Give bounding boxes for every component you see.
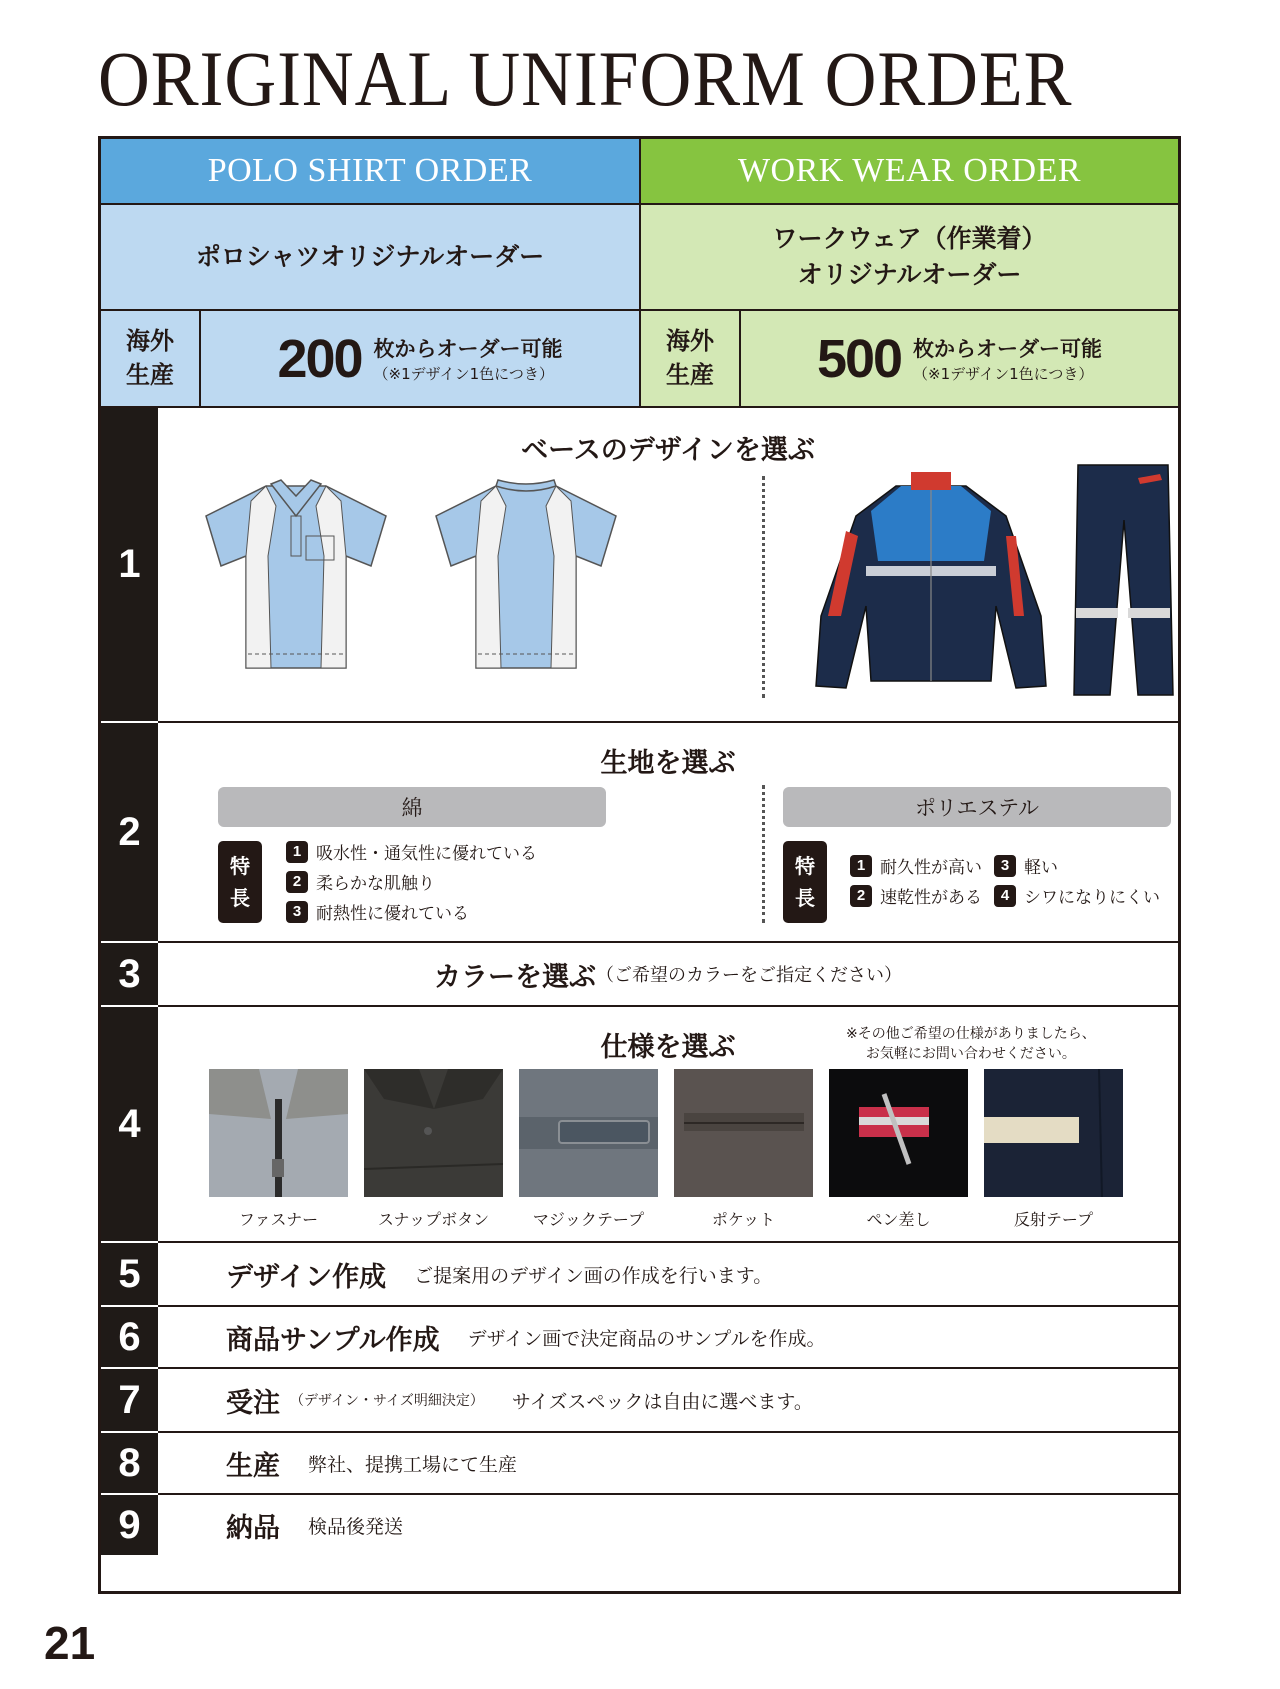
polo-qty-text: 枚からオーダー可能 [373,337,563,361]
polyester-features-tag [783,841,827,923]
reflective-tape-photo [984,1069,1123,1197]
polo-back-illustration [426,476,626,676]
step-number: 6 [101,1307,158,1367]
feature-number: 1 [850,855,872,877]
step-6 [101,1305,1178,1367]
step-2 [101,721,1178,941]
polo-production [101,311,201,406]
workwear-production-line1: 海外 [666,326,714,355]
step-title: 納品 [226,1512,280,1544]
page-title: ORIGINAL UNIFORM ORDER [98,35,1073,122]
fabric-cotton-label: 綿 [218,787,606,827]
feature-text: 吸水性・通気性に優れている [316,844,537,864]
step-title: 仕様を選ぶ [600,1032,736,1063]
step-title: カラーを選ぶ [434,961,596,993]
feature-number: 2 [850,885,872,907]
step-title: 生産 [226,1450,280,1482]
feature-text: 柔らかな肌触り [316,874,435,894]
step-description: ご提案用のデザイン画の作成を行います。 [414,1264,773,1287]
step-number: 4 [101,1007,158,1241]
feature-number: 3 [286,901,308,923]
option-label: マジックテープ [532,1210,645,1229]
polo-subtitle: ポロシャツオリジナルオーダー [101,203,639,309]
polo-band: POLO SHIRT ORDER [101,139,639,203]
polo-production-line1: 海外 [126,326,174,355]
step-note: （ご希望のカラーをご指定ください） [596,965,902,986]
feature-number: 1 [286,841,308,863]
workwear-production [641,311,741,406]
pocket-photo [674,1069,813,1197]
feature-number: 3 [994,855,1016,877]
note-line-1: ※その他ご希望の仕様がありましたら、 [846,1026,1096,1042]
step-title: 商品サンプル作成 [226,1324,440,1356]
step-number: 9 [101,1495,158,1555]
step-number: 5 [101,1243,158,1305]
polyester-feature [850,883,982,908]
feature-text: 軽い [1024,858,1058,878]
cotton-feature [286,869,435,894]
cotton-feature [286,899,469,924]
step-description: サイズスペックは自由に選べます。 [511,1390,813,1413]
fastener-photo [209,1069,348,1197]
step-number: 1 [101,408,158,721]
workwear-column [641,139,1178,406]
workwear-subtitle [641,203,1178,309]
option-label: スナップボタン [377,1210,490,1229]
feature-number: 4 [994,885,1016,907]
divider [762,785,765,923]
polo-production-line2: 生産 [126,360,174,389]
workwear-qty-note: （※1デザイン1色につき） [913,365,1094,383]
cotton-feature [286,839,537,864]
step-number: 3 [101,943,158,1005]
step-4 [101,1005,1178,1241]
tokucho-char-2: 長 [230,886,250,910]
work-jacket-illustration [806,466,1056,696]
polyester-feature [994,883,1160,908]
workwear-production-line2: 生産 [666,360,714,389]
step-title: デザイン作成 [226,1261,387,1293]
step-7 [101,1367,1178,1431]
polo-capacity [101,309,639,406]
polo-quantity [201,311,639,406]
polyester-feature [994,853,1058,878]
workwear-subtitle-line1: ワークウェア（作業着） [772,223,1047,253]
polyester-feature [850,853,982,878]
option-label: ポケット [711,1210,776,1229]
feature-text: 耐久性が高い [880,858,982,878]
feature-text: 速乾性がある [880,888,982,908]
polo-column [101,139,641,406]
option-label: ペン差し [866,1210,931,1229]
step-description: 検品後発送 [308,1515,404,1538]
order-type-header [101,139,1178,406]
note-line-2: お気軽にお問い合わせください。 [865,1045,1076,1062]
divider [762,476,765,698]
workwear-min-qty: 500 [816,328,902,389]
tokucho-char-1: 特 [795,854,815,878]
option-label: 反射テープ [1013,1210,1094,1229]
workwear-subtitle-line2: オリジナルオーダー [797,260,1022,289]
polo-min-qty: 200 [277,328,362,389]
velcro-photo [519,1069,658,1197]
tokucho-char-2: 長 [795,886,815,910]
workwear-quantity [741,311,1178,406]
step-number: 8 [101,1433,158,1493]
step-1 [101,406,1178,721]
workwear-capacity [641,309,1178,406]
step-number: 2 [101,723,158,941]
feature-text: 耐熱性に優れている [316,904,469,924]
work-pants-illustration [1068,460,1178,700]
step-title: 受注 [226,1387,280,1419]
polo-front-illustration [196,476,396,676]
fabric-polyester-label: ポリエステル [783,787,1171,827]
step-number: 7 [101,1369,158,1431]
polo-qty-note: （※1デザイン1色につき） [373,365,554,383]
step-subtitle: （デザイン・サイズ明細決定） [290,1393,484,1409]
order-flow-table [98,136,1181,1594]
feature-number: 2 [286,871,308,893]
step-3 [101,941,1178,1005]
page-number: 21 [44,1617,96,1669]
step-8 [101,1431,1178,1493]
snap-button-photo [364,1069,503,1197]
cotton-features-tag [218,841,262,923]
tokucho-char-1: 特 [230,854,250,878]
step-title: 生地を選ぶ [600,748,736,779]
feature-text: シワになりにくい [1024,888,1160,908]
step-description: 弊社、提携工場にて生産 [308,1453,518,1476]
step-description: デザイン画で決定商品のサンプルを作成。 [467,1327,826,1350]
pen-holder-photo [829,1069,968,1197]
step-9 [101,1493,1178,1591]
workwear-qty-text: 枚からオーダー可能 [913,337,1103,361]
option-label: ファスナー [238,1210,319,1229]
step-title: ベースのデザインを選ぶ [521,435,815,466]
step-5 [101,1241,1178,1305]
workwear-band: WORK WEAR ORDER [641,139,1178,203]
step-note [846,1025,1096,1064]
